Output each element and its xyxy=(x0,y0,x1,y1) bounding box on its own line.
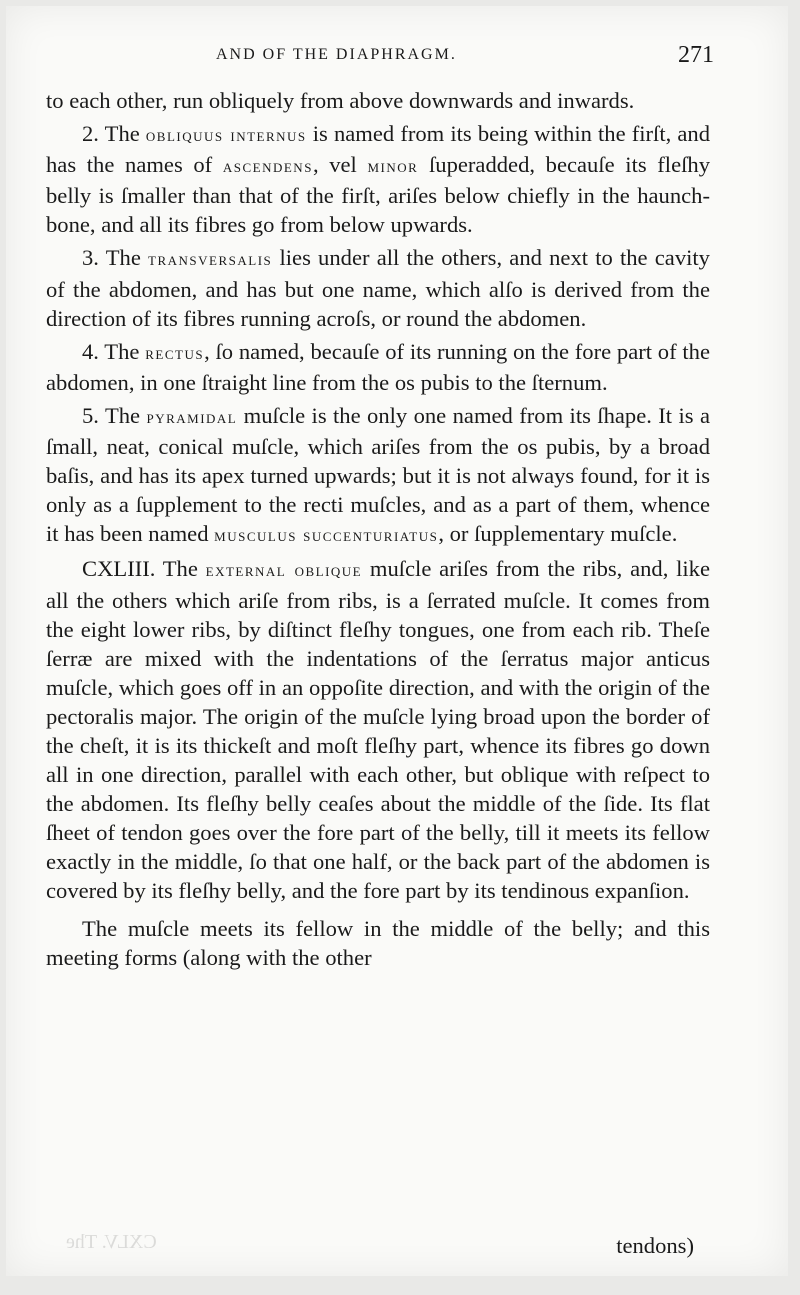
page-header xyxy=(46,42,716,82)
text-run: is named from its being within the firſt, and has the names of xyxy=(46,121,711,178)
book-page xyxy=(6,6,788,1276)
paragraph-pyramidal xyxy=(46,401,710,550)
paragraph-continuation: to each other, run obliquely from above downwards and inwards. xyxy=(46,88,635,113)
text-run: , or ſupplementary muſcle. xyxy=(438,521,678,547)
text-run: 5. The xyxy=(82,402,147,428)
page-number: 271 xyxy=(678,42,714,68)
muscle-name: obliquus internus xyxy=(145,125,307,147)
muscle-alt-name: musculus succenturiatus xyxy=(214,525,439,547)
paragraph-meeting: The muſcle meets its fellow in the middle of the belly; and this meeting forms (along with the other xyxy=(46,915,710,970)
section-number: CXLIII. The xyxy=(82,556,206,582)
running-head: AND OF THE DIAPHRAGM. xyxy=(216,46,457,63)
text-run: 4. The xyxy=(82,338,146,364)
catchword: tendons) xyxy=(616,1233,694,1258)
muscle-alt-name: ascendens xyxy=(222,156,313,178)
muscle-alt-name: minor xyxy=(367,156,419,178)
muscle-name: rectus xyxy=(145,342,205,364)
text-run: 2. The xyxy=(82,121,146,147)
muscle-name: pyramidal xyxy=(146,406,238,428)
muscle-name: transversalis xyxy=(148,249,273,271)
paragraph-section-cxliii xyxy=(46,554,710,905)
text-run: lies under all the others, and next to the cavity of the abdomen, and has but one name, which alſo is derived from the direction of its fibres running acroſs, or round the abdomen. xyxy=(46,245,710,331)
muscle-name: external oblique xyxy=(205,560,363,582)
text-run: muſcle ariſes from the ribs, and, like all the others which ariſe from ribs, is a ſerrated muſcle. It comes from the eight lower ribs, by diſtinct fleſhy tongues, one from each rib. Theſe ſerræ are mixed with the indentations of the ſerratus major anticus muſcle, which goes off in an oppoſite direction, and with the origin of the pectoralis major. The origin of the muſcle lying broad upon the border of the cheſt, it is its thickeſt and moſt fleſhy part, whence its fibres go down all in one direction, parallel with each other, but oblique with reſpect to the abdomen. Its fleſhy belly ceaſes about the middle of the ſide. Its flat ſheet of tendon goes over the fore part of the belly, till it meets its fellow exactly in the middle, ſo that one half, or the back part of the abdomen is covered by its fleſhy belly, and the fore part by its tendinous expanſion. xyxy=(46,556,710,904)
paragraph-rectus xyxy=(46,337,710,397)
paragraph-obliquus-internus xyxy=(46,119,710,239)
bleed-through-text: CXLV. The xyxy=(66,1231,157,1253)
text-run: ſuperadded, becauſe its fleſhy belly is ſmaller than that of the firſt, ariſes below chiefly in the haunch-bone, and all its fibres go from below upwards. xyxy=(46,152,710,238)
text-run: 3. The xyxy=(82,245,149,271)
text-run: muſcle is the only one named from its ſhape. It is a ſmall, neat, conical muſcle, which ariſes from the os pubis, by a broad baſis, and has its apex turned upwards; but it is not always found, for it is only as a ſupplement to the recti muſcles, and as a part of them, whence it has been named xyxy=(46,402,710,547)
page-body xyxy=(46,86,710,972)
paragraph-transversalis xyxy=(46,243,710,332)
text-run: , ſo named, becauſe of its running on the fore part of the abdomen, in one ſtraight line from the os pubis to the ſternum. xyxy=(46,338,710,395)
text-run: , vel xyxy=(312,152,368,178)
